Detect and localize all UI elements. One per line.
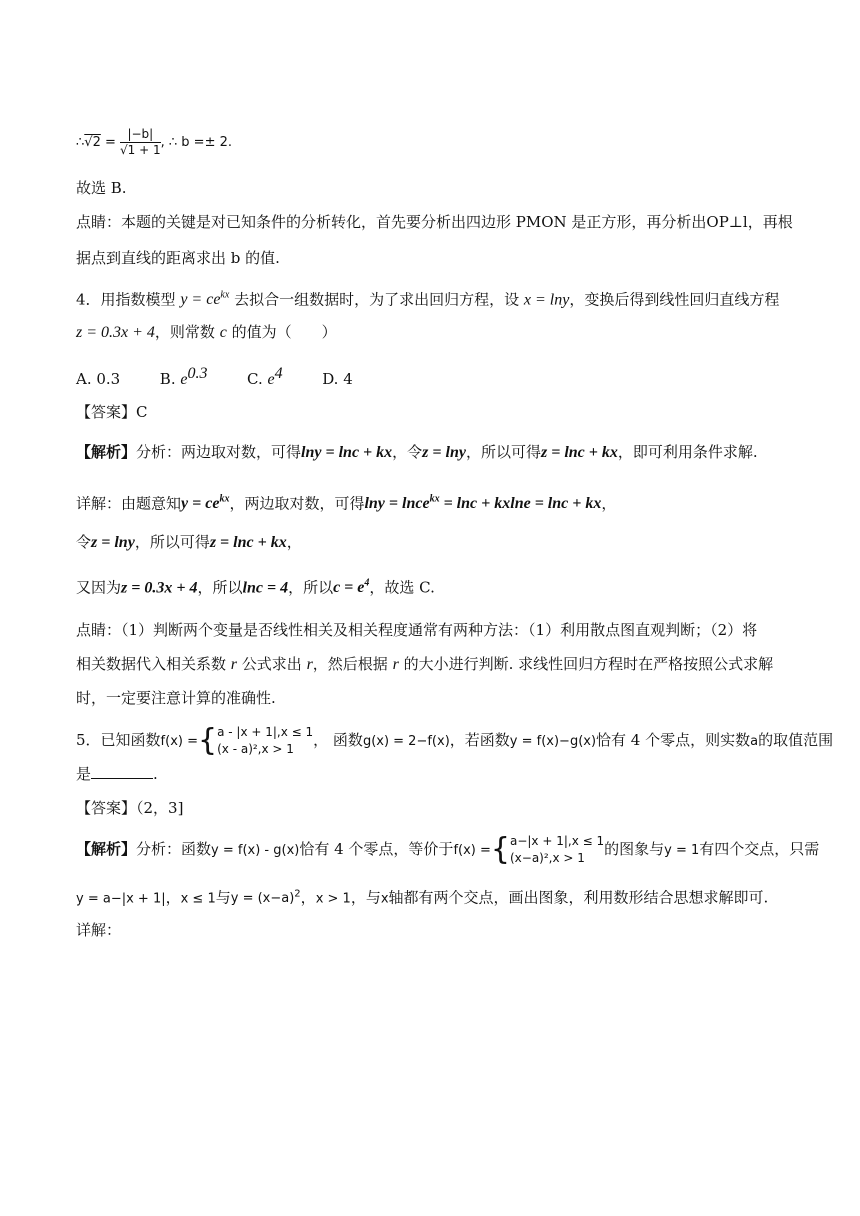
- question-4-number: 4．用指数模型: [76, 290, 181, 309]
- b-value: , ∴ b =± 2.: [160, 135, 232, 150]
- question-4-line-1: 4．用指数模型 $y = ce^{kx}$ 去拟合一组数据时，为了求出回归方程，设 x = lny，变换后得到线性回归直线方程: [76, 290, 780, 309]
- answer-4: [76, 402, 148, 422]
- log-derivation: lny = lnce$^{kx}$ = lnc + kxlne = lnc + kx: [364, 494, 602, 513]
- analysis-5-line-1: 【解析】分析：函数y = f(x) - g(x)恰有 4 个零点，等价于f(x) ={ a−|x + 1|,x ≤ 1 (x−a)²,x > 1 的图象与y = 1有四个交点，只需: [76, 832, 820, 867]
- answer-5-value: （2，3]: [136, 799, 184, 817]
- detail-4-line-2: 令z = lny，所以可得z = lnc + kx，: [76, 533, 302, 551]
- answer-value: C: [136, 403, 148, 421]
- answer-5: 【答案】（2，3]: [76, 799, 184, 817]
- question-4-line-2: z = 0.3x + 4，则常数 c 的值为（ ）: [76, 323, 337, 341]
- question-5-number: 5．已知函数: [76, 731, 161, 749]
- detail-5-label: 详解：: [76, 921, 122, 939]
- option-b: B. $e^{0.3}$: [159, 365, 208, 388]
- option-a: A. 0.3: [76, 370, 121, 388]
- distance-fraction: [120, 127, 161, 158]
- detail-4-line-1: 详解：由题意知$y = ce^{kx}$，两边取对数，可得lny = lnce$^{kx}$ = lnc + kxlne = lnc + kx，: [76, 494, 617, 513]
- tip-2-line-3: 时，一定要注意计算的准确性.: [76, 689, 276, 707]
- tip-2-line-2: 相关数据代入相关系数 r 公式求出 r，然后根据 r 的大小进行判断. 求线性回归方程时在严格按照公式求解: [76, 655, 774, 673]
- tip-line-2: 据点到直线的距离求出 b 的值.: [76, 249, 280, 267]
- analysis-tag: 【解析】: [76, 443, 137, 461]
- answer-tag: 【答案】: [76, 403, 137, 421]
- regression-equation: z = 0.3x + 4: [76, 324, 155, 341]
- z-equation: z = lnc + kx: [540, 444, 618, 461]
- piecewise-f: a - |x + 1|,x ≤ 1 (x - a)²,x > 1: [217, 725, 314, 756]
- piecewise-f-analysis: a−|x + 1|,x ≤ 1 (x−a)²,x > 1: [509, 834, 605, 865]
- model-formula: $y = ce^{kx}$: [181, 494, 230, 513]
- fraction-numerator: |−b|: [120, 127, 161, 143]
- question-5-line-2: 是 .: [76, 765, 158, 783]
- question-4-options: [76, 364, 353, 390]
- therefore-symbol: ∴: [76, 135, 85, 150]
- formula-line-distance: [76, 127, 232, 158]
- equals-sign: =: [100, 135, 121, 150]
- analysis-5-line-2: y = a−|x + 1|，x ≤ 1与$y = (x-a)^2$，x > 1，与x轴都有两个交点，画出图象，利用数形结合思想求解即可.: [76, 888, 769, 907]
- option-c: C. $e^4$: [247, 365, 283, 388]
- option-d: D. 4: [322, 370, 353, 388]
- tip-2-line-1: 点睛：（1）判断两个变量是否线性相关及相关程度通常有两种方法：（1）利用散点图直观判断；（2）将: [76, 621, 758, 639]
- fraction-denominator: √ 1 + 1: [120, 143, 161, 158]
- y-quadratic: $y = (x-a)^2$: [230, 889, 301, 907]
- analysis-4: 【解析】分析：两边取对数，可得lny = lnc + kx，令z = lny，所以可得z = lnc + kx，即可利用条件求解.: [76, 443, 758, 461]
- answer-blank: [91, 766, 153, 779]
- z-definition: z = lny: [422, 444, 466, 461]
- substitution-formula: x = lny: [523, 291, 570, 309]
- log-equation: lny = lnc + kx: [301, 444, 393, 461]
- detail-4-line-3: 又因为z = 0.3x + 4，所以lnc = 4，所以$c = e^4$，故选 C.: [76, 578, 435, 597]
- choose-b-text: 故选 B.: [76, 179, 127, 197]
- c-result: $c = e^4$: [333, 578, 370, 597]
- tip-line-1: 点睛：本题的关键是对已知条件的分析转化，首先要分析出四边形 PMON 是正方形，再分析出OP⊥l，再根: [76, 213, 793, 231]
- question-5-line-1: 5．已知函数f(x) ={ a - |x + 1|,x ≤ 1 (x - a)²,x > 1 ， 函数g(x) = 2−f(x)，若函数y = f(x)−g(x)恰有 4 个零点，则实数a的取值范围: [76, 723, 834, 758]
- sqrt-two: √2: [84, 135, 101, 150]
- constant-c: c: [219, 324, 227, 341]
- exp-model-formula: $y = ce^{kx}$: [180, 290, 230, 309]
